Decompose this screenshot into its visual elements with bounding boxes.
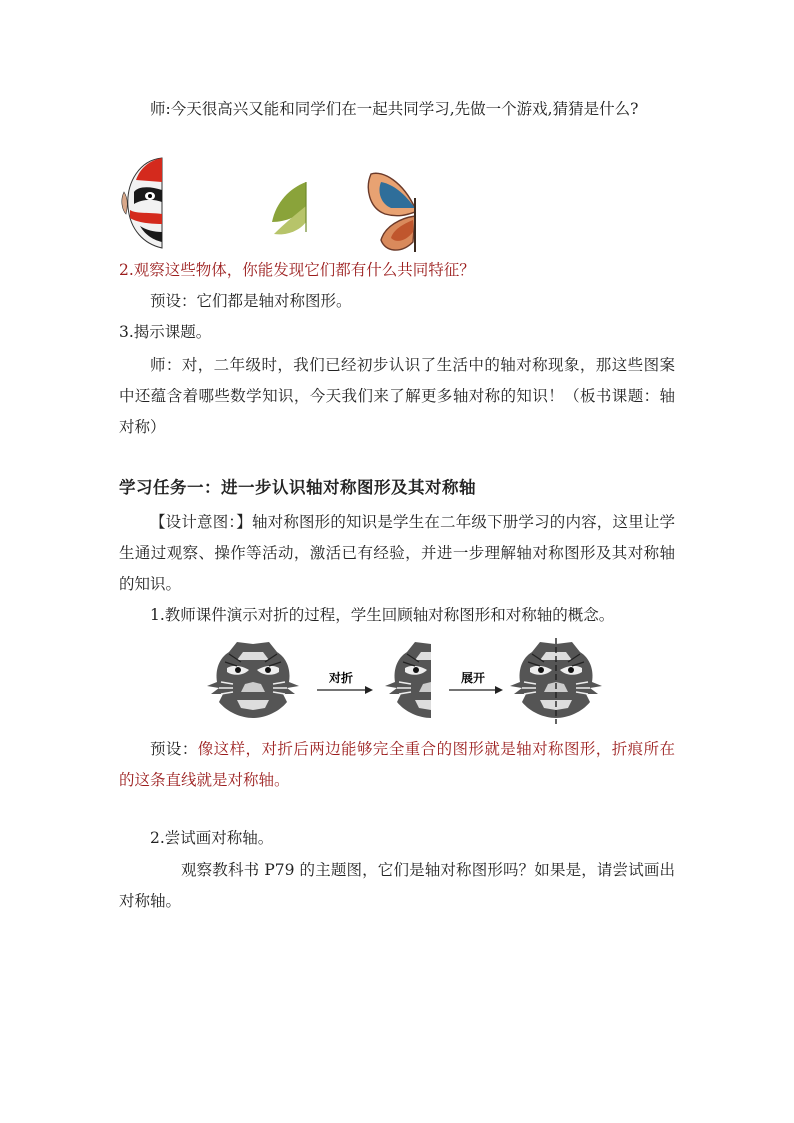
unfold-label: 展开 [461,671,486,685]
butterfly-half-image [368,173,415,252]
tiger-full-image [207,642,299,718]
tiger-folded-image [385,642,431,718]
task1-step2: 2.尝试画对称轴。 [150,829,274,847]
reveal-title: 3.揭示课题。 [119,323,212,341]
observe-question: 2.观察这些物体，你能发现它们都有什么共同特征？ [119,261,475,279]
fold-diagram [205,636,610,724]
leaf-half-image [272,182,306,234]
task1-step1: 1.教师课件演示对折的过程，学生回顾轴对称图形和对称轴的概念。 [150,606,615,624]
tiger-unfolded-image [510,638,602,724]
preset-text: 像这样，对折后两边能够完全重合的图形就是轴对称图形，折痕所在的这条直线就是对称轴。 [119,740,675,789]
task1-step2-text: 观察教科书 P79 的主题图，它们是轴对称图形吗？如果是，请尝试画出对称轴。 [119,861,675,910]
design-intent-text: 【设计意图：】轴对称图形的知识是学生在二年级下册学习的内容，这里让学生通过观察、操作等活动，激活已有经验，并进一步理解轴对称图形及其对称轴的知识。 [119,513,675,593]
observe-preset: 预设：它们都是轴对称图形。 [150,292,352,310]
reveal-teacher-text: 师：对，二年级时，我们已经初步认识了生活中的轴对称现象，那这些图案中还蕴含着哪些数学知识，今天我们来了解更多轴对称的知识！（板书课题：轴对称） [119,356,675,436]
fold-arrow [317,670,373,694]
half-objects-row [120,152,430,252]
unfold-arrow [449,670,503,694]
task1-preset [119,734,675,796]
fold-label: 对折 [329,671,354,685]
preset-prefix: 预设： [150,740,198,758]
teacher-intro-line: 师:今天很高兴又能和同学们在一起共同学习,先做一个游戏,猜猜是什么? [150,100,639,118]
task1-heading: 学习任务一：进一步认识轴对称图形及其对称轴 [119,478,476,497]
opera-mask-half-image [122,158,162,248]
